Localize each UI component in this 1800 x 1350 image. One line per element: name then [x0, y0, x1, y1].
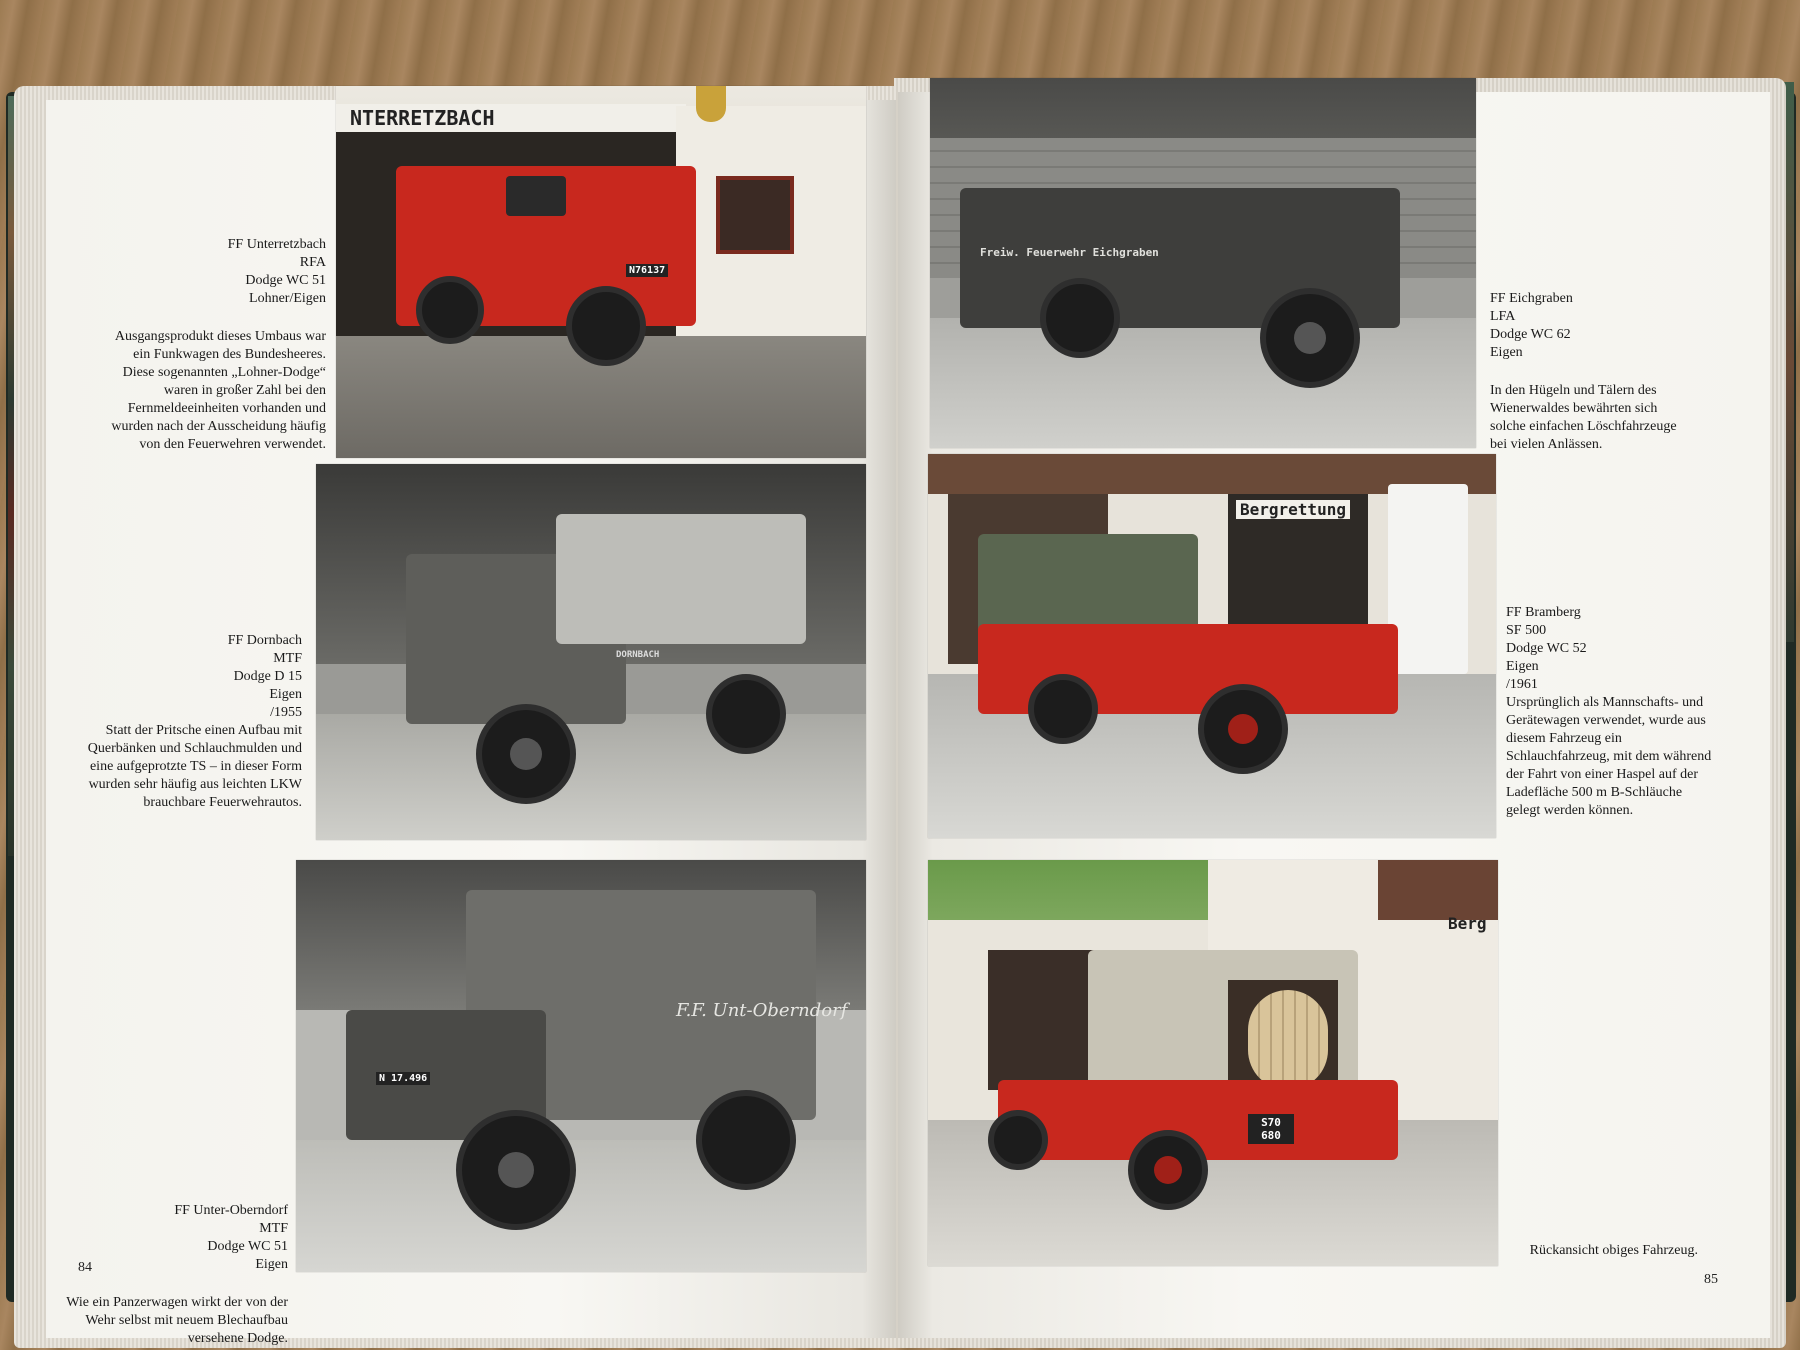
caption-type: SF 500 — [1506, 623, 1547, 638]
caption-description: Ausgangsprodukt dieses Umbaus war ein Funkwagen des Bundesheeres. Diese sogenannten „Lohner-Dodge“ waren in großer Zahl bei den Fernmeldeeinheiten vorhanden und wurden nach der Ausscheidung häufig von den Feuerwehren verwendet. — [111, 329, 326, 452]
rear-wheel — [696, 1090, 796, 1190]
left-page — [46, 100, 896, 1346]
front-wheel — [1198, 684, 1288, 774]
caption-builder: Eigen — [255, 1257, 288, 1272]
caption-model: Dodge D 15 — [233, 669, 302, 684]
caption-builder: Eigen — [269, 687, 302, 702]
front-wheel — [1260, 288, 1360, 388]
hose-reel — [1248, 990, 1328, 1090]
photo-eichgraben — [930, 78, 1476, 448]
caption-description: Rückansicht obiges Fahrzeug. — [1529, 1243, 1698, 1258]
caption-dornbach — [86, 632, 302, 812]
right-page — [898, 92, 1770, 1338]
caption-model: Dodge WC 52 — [1506, 641, 1587, 656]
caption-builder: Eigen — [1506, 659, 1539, 674]
photo-unter-oberndorf — [296, 860, 866, 1272]
caption-year: /1961 — [1506, 677, 1538, 692]
caption-builder: Lohner/Eigen — [249, 291, 326, 306]
caption-builder: Eigen — [1490, 345, 1523, 360]
caption-type: RFA — [299, 255, 326, 270]
page-number-left: 84 — [78, 1260, 92, 1275]
license-plate: N76137 — [626, 264, 668, 277]
rear-wheel — [1028, 674, 1098, 744]
door-lettering: DORNBACH — [616, 650, 660, 660]
rear-wheel-left — [1128, 1130, 1208, 1210]
caption-model: Dodge WC 51 — [207, 1239, 288, 1254]
caption-rear-view — [1478, 1242, 1698, 1260]
front-wheel — [566, 286, 646, 366]
license-plate: S70 680 — [1248, 1114, 1294, 1144]
caption-model: Dodge WC 62 — [1490, 327, 1571, 342]
rear-wheel — [706, 674, 786, 754]
photo-dornbach — [316, 464, 866, 840]
caption-type: LFA — [1490, 309, 1516, 324]
caption-description: Ursprünglich als Mannschafts- und Gerätewagen verwendet, wurde aus diesem Fahrzeug ein Schlauchfahrzeug, mit dem während der Fahrt von einer Haspel auf der Ladefläche 500 m B-Schläuche gelegt werden können. — [1506, 695, 1712, 818]
license-plate: N 17.496 — [376, 1072, 430, 1085]
canvas-cover — [556, 514, 806, 644]
photo-bramberg — [928, 454, 1496, 838]
caption-year: /1955 — [270, 705, 302, 720]
caption-description: Statt der Pritsche einen Aufbau mit Querbänken und Schlauchmulden und eine aufgeprotzte TS – in dieser Form wurden sehr häufig aus leichten LKW brauchbare Feuerwehrautos. — [87, 723, 302, 810]
body-lettering: F.F. Unt-Oberndorf — [676, 1000, 848, 1021]
caption-description: Wie ein Panzerwagen wirkt der von der Wehr selbst mit neuem Blechaufbau versehene Dodge. — [66, 1295, 288, 1346]
caption-description: In den Hügeln und Tälern des Wienerwaldes bewährten sich solche einfachen Löschfahrzeuge bei vielen Anlässen. — [1490, 383, 1677, 452]
caption-bramberg — [1506, 604, 1716, 820]
caption-unterretzbach — [106, 236, 326, 454]
front-wheel — [476, 704, 576, 804]
caption-type: MTF — [273, 651, 302, 666]
caption-title: FF Dornbach — [227, 633, 302, 648]
bergrettung-sign-partial: Berg — [1448, 914, 1487, 933]
caption-title: FF Unterretzbach — [227, 237, 326, 252]
caption-unter-oberndorf — [66, 1202, 288, 1348]
caption-title: FF Unter-Oberndorf — [174, 1203, 288, 1218]
caption-eichgraben — [1490, 290, 1680, 454]
front-wheel — [456, 1110, 576, 1230]
rear-wheel — [416, 276, 484, 344]
caption-model: Dodge WC 51 — [245, 273, 326, 288]
photo-bramberg-rear — [928, 860, 1498, 1266]
rear-wheel — [1040, 278, 1120, 358]
building-sign: NTERRETZBACH — [350, 106, 495, 130]
page-number-right: 85 — [1704, 1272, 1718, 1287]
bergrettung-sign: Bergrettung — [1236, 500, 1350, 519]
caption-title: FF Eichgraben — [1490, 291, 1573, 306]
body-lettering: Freiw. Feuerwehr Eichgraben — [980, 246, 1159, 259]
caption-title: FF Bramberg — [1506, 605, 1581, 620]
caption-type: MTF — [259, 1221, 288, 1236]
rear-wheel-right — [988, 1110, 1048, 1170]
photo-unterretzbach — [336, 86, 866, 458]
